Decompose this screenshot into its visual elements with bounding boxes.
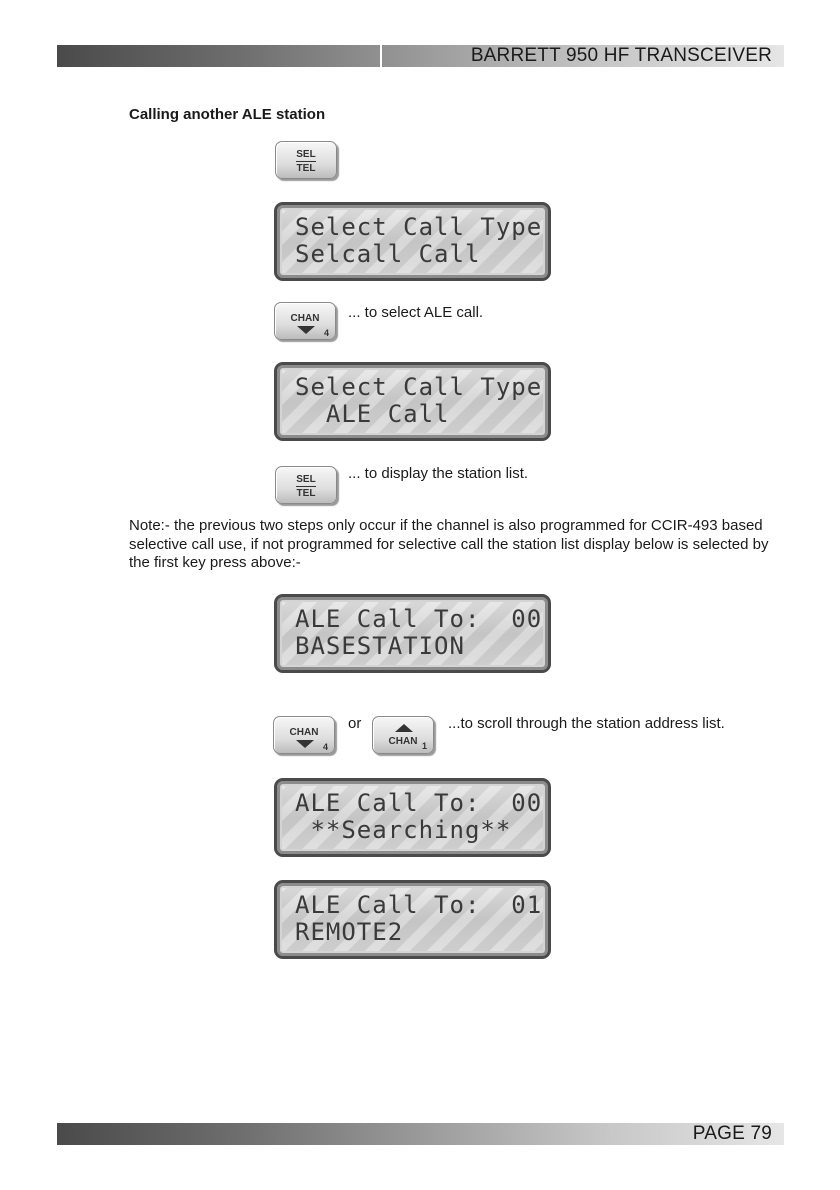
section-title: Calling another ALE station	[129, 106, 326, 123]
header-bar	[57, 45, 784, 67]
chan-down-number: 4	[323, 328, 329, 338]
lcd-line-1: ALE Call To: 01	[295, 891, 543, 919]
down-arrow-icon	[296, 740, 314, 748]
tel-label: TEL	[296, 488, 316, 499]
chan-label: CHAN	[289, 727, 319, 738]
chan-up-key[interactable]	[372, 716, 434, 754]
lcd-line-2: REMOTE2	[295, 918, 404, 946]
sel-label: SEL	[296, 474, 316, 485]
lcd-line-2: Selcall Call	[295, 240, 481, 268]
chan-up-number: 1	[421, 741, 427, 751]
lcd-line-1: ALE Call To: 00	[295, 605, 543, 633]
lcd-display-select-call-type-ale	[274, 362, 551, 441]
caption-scroll: ...to scroll through the station address list.	[448, 715, 725, 732]
lcd-line-1: Select Call Type	[295, 213, 543, 241]
lcd-line-1: Select Call Type	[295, 373, 543, 401]
lcd-line-2: BASESTATION	[295, 632, 465, 660]
footer-bar	[57, 1123, 784, 1145]
key-divider-line	[296, 161, 316, 162]
chan-down-key[interactable]	[273, 716, 335, 754]
lcd-display-ale-call-searching	[274, 778, 551, 857]
sel-label: SEL	[296, 149, 316, 160]
header-divider	[380, 45, 382, 67]
caption-or: or	[348, 715, 362, 732]
lcd-display-select-call-type-selcall	[274, 202, 551, 281]
tel-label: TEL	[296, 163, 316, 174]
sel-tel-key[interactable]	[275, 141, 337, 179]
up-arrow-icon	[395, 724, 413, 732]
key-divider-line	[296, 486, 316, 487]
lcd-display-ale-call-basestation	[274, 594, 551, 673]
note-paragraph: Note:- the previous two steps only occur if the channel is also programmed for CCIR-493 based selective call use, if not programmed for selective call the station list display below is selected by the first key press above:-	[129, 517, 769, 571]
chan-down-number: 4	[322, 742, 328, 752]
lcd-line-2: **Searching**	[295, 816, 512, 844]
sel-tel-key[interactable]	[275, 466, 337, 504]
header-title: BARRETT 950 HF TRANSCEIVER	[470, 45, 772, 66]
lcd-display-ale-call-remote2	[274, 880, 551, 959]
chan-down-key[interactable]	[274, 302, 336, 340]
chan-label: CHAN	[388, 736, 418, 747]
lcd-line-2: ALE Call	[295, 400, 450, 428]
page-number: PAGE 79	[692, 1123, 772, 1144]
caption-select-ale: ... to select ALE call.	[348, 304, 484, 321]
caption-display-list: ... to display the station list.	[348, 465, 529, 482]
lcd-line-1: ALE Call To: 00	[295, 789, 543, 817]
down-arrow-icon	[297, 326, 315, 334]
chan-label: CHAN	[290, 313, 320, 324]
